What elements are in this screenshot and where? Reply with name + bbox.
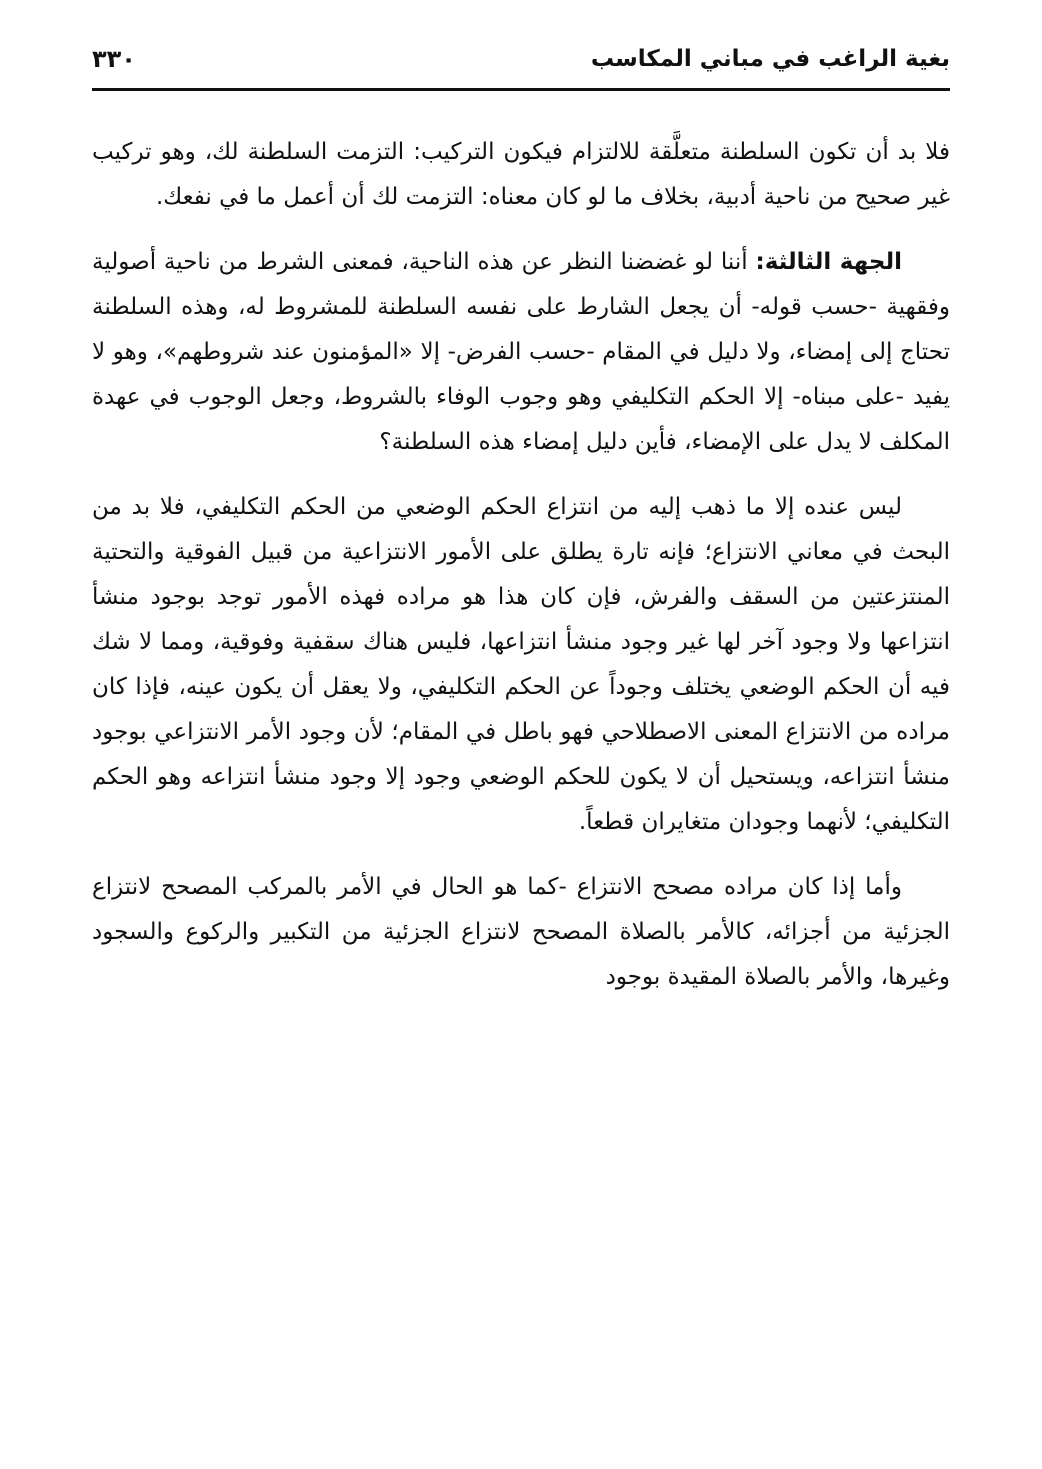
paragraph-2 xyxy=(92,240,950,465)
body-text xyxy=(92,130,950,1020)
running-title: بغية الراغب في مباني المكاسب xyxy=(590,46,950,72)
paragraph-3 xyxy=(92,485,950,845)
page-number: ٣٣٠ xyxy=(92,45,136,73)
paragraph-text: فلا بد أن تكون السلطنة متعلَّقة للالتزام فيكون التركيب: التزمت السلطنة لك، وهو تركيب غير صحيح من ناحية أدبية، بخلاف ما لو كان معناه: التزمت لك أن أعمل ما في نفعك. xyxy=(92,139,950,210)
paragraph-heading: الجهة الثالثة: xyxy=(755,249,902,275)
paragraph-text: وأما إذا كان مراده مصحح الانتزاع -كما هو الحال في الأمر بالمركب المصحح لانتزاع الجزئية من أجزائه، كالأمر بالصلاة المصحح لانتزاع الجزئية من التكبير والركوع والسجود وغيرها، والأمر بالصلاة المقيدة بوجود xyxy=(92,874,950,990)
paragraph-1 xyxy=(92,130,950,220)
page-header xyxy=(92,36,950,91)
paragraph-text: ليس عنده إلا ما ذهب إليه من انتزاع الحكم الوضعي من الحكم التكليفي، فلا بد من البحث في معاني الانتزاع؛ فإنه تارة يطلق على الأمور الانتزاعية من قبيل الفوقية والتحتية المنتزعتين من السقف والفرش، فإن كان هذا هو مراده فهذه الأمور توجد بوجود منشأ انتزاعها ولا وجود آخر لها غير وجود منشأ انتزاعها، فليس هناك سقفية وفوقية، ومما لا شك فيه أن الحكم الوضعي يختلف وجوداً عن الحكم التكليفي، ولا يعقل أن يكون عينه، فإذا كان مراده من الانتزاع المعنى الاصطلاحي فهو باطل في المقام؛ لأن وجود الأمر الانتزاعي بوجود منشأ انتزاعه، ويستحيل أن لا يكون للحكم الوضعي وجود إلا وجود منشأ انتزاعه وهو الحكم التكليفي؛ لأنهما وجودان متغايران قطعاً. xyxy=(92,494,950,835)
paragraph-text: أننا لو غضضنا النظر عن هذه الناحية، فمعنى الشرط من ناحية أصولية وفقهية -حسب قوله- أن يجعل الشارط على نفسه السلطنة للمشروط له، وهذه السلطنة تحتاج إلى إمضاء، ولا دليل في المقام -حسب الفرض- إلا «المؤمنون عند شروطهم»، وهو لا يفيد -على مبناه- إلا الحكم التكليفي وهو وجوب الوفاء بالشروط، وجعل الوجوب في عهدة المكلف لا يدل على الإمضاء، فأين دليل إمضاء هذه السلطنة؟ xyxy=(92,249,950,455)
paragraph-4 xyxy=(92,865,950,1000)
